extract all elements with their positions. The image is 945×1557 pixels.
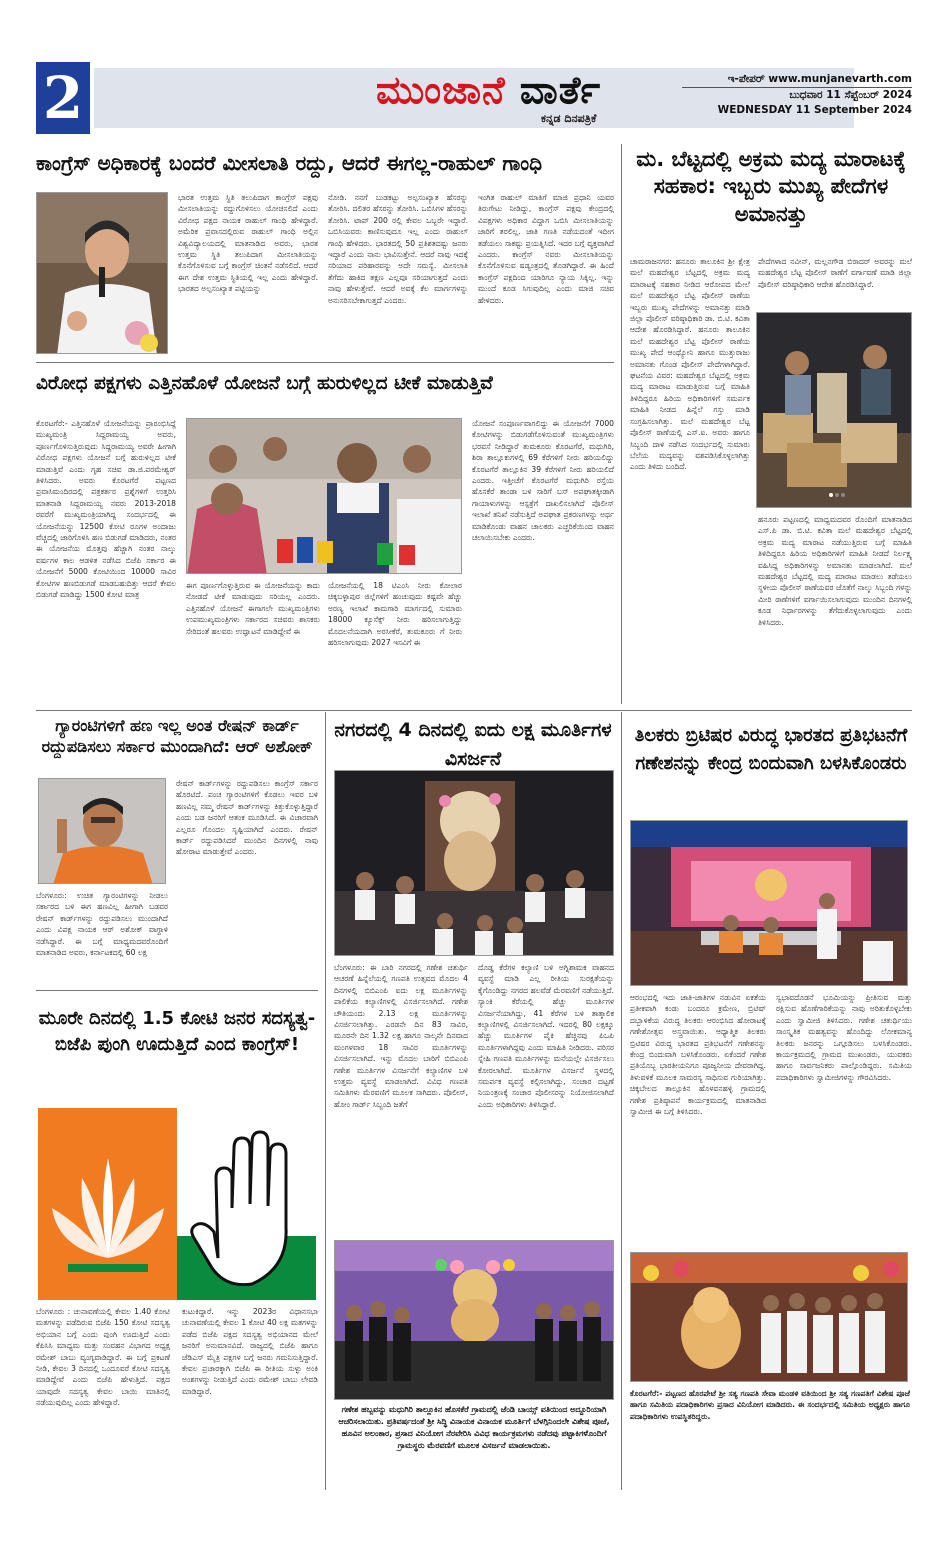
virodha-col-4: ಯೋಜನೆ ಸಂಪೂರ್ಣವಾಗಲಿದ್ದು ಈ ಯೋಜನೆಗೆ 7000 ಕೋಟಿಗಳನ್ನು ಬಿಡುಗಡೆಗೊಳಿಸುವಂತೆ ಮುಖ್ಯಮಂತ್ರಿಗಳು ಭರವಸೆ ನೀಡಿದ್ದಾರೆ ತುಮಕೂರು ಕೊರಟಗೆರೆ, ಮಧುಗಿರಿ, ಶಿರಾ ತಾಲ್ಲೂಕುಗಳಲ್ಲಿ 69 ಕೆರೆಗಳಿಗೆ ನೀರು ಹರಿಯಲಿದ್ದು ಕೊರಟಗೆರೆ ತಾಲ್ಲೂಕಿನ 39 ಕೆರೆಗಳಿಗೆ ನೀರು ಹರಿಯಲಿದೆ ಎಂದರು. ಇತ್ತೀಚೆಗೆ ಕೊರಟಗೆರೆ ಮಧುಗಿರಿ ರಸ್ತೆಯ ಹೊಸಕೆರೆ ತಾಂಡಾ ಬಳಿ ಸಾರಿಗೆ ಬಸ್ ಅಪಘಾತಕ್ಕೀಡಾಗಿ ಗಾಯಾಳುಗಳನ್ನು ಆಸ್ಪತ್ರೆಗೆ ದಾಖಲಿಸಲಾಗಿದೆ ಪೊಲೀಸ್ ಇಲಾಖೆ ತನಿಖೆ ನಡೆಸುತ್ತಿದೆ ಅಪಘಾತ ಪ್ರಕರಣಗಳನ್ನು ಅರ್ಥ ಮಾಡಿಕೊಂಡು ವಾಹನ ಚಾಲಕರು ಎಚ್ಚರಿಕೆಯಿಂದ ವಾಹನ ಚಲಾಯಿಸಬೇಕು ಎಂದರು.	[472, 419, 614, 543]
virodha-col-1: ಕೊರಟಗೆರೆ:- ಎತ್ತಿನಹೊಳೆ ಯೋಜನೆಯನ್ನು ಪ್ರಾರಂಭಿಸಿದ್ದೆ ಮುಖ್ಯಮಂತ್ರಿ ಸಿದ್ದರಾಮಯ್ಯ ಅವರು, ಪೂರ್ಣಗೊಳಿಸುತ್ತಿರುವುದು ಸಿದ್ದರಾಮಯ್ಯ ಅವರೇ ಹೀಗಾಗಿ ವಿರೋಧ ಪಕ್ಷಗಳು ಯೋಜನೆ ಬಗ್ಗೆ ಹುರುಳಿಲ್ಲದ ಟೀಕೆ ಮಾಡುತ್ತಿವೆ ಎಂದು ಗೃಹ ಸಚಿವ ಡಾ.ಜಿ.ಪರಮೇಶ್ವರ್ ತಿಳಿಸಿದರು. ಅವರು ಕೊರಟಗೆರೆ ಪಟ್ಟಣದ ಪ್ರವಾಸಿಮಂದಿರದಲ್ಲಿ ಪತ್ರಕರ್ತರ ಪ್ರಶ್ನೆಗಳಿಗೆ ಉತ್ತರಿಸಿ ಮಾತನಾಡಿ ಸಿದ್ದರಾಮಯ್ಯ ನವರು 2013-2018 ರವರೆಗೆ ಮುಖ್ಯಮಂತ್ರಿಯಾಗಿದ್ದ ಸಂದರ್ಭದಲ್ಲಿ ಈ ಯೋಜನೆಯನ್ನು 12500 ಕೋಟಿ ರೂಗಳ ಅಂದಾಜು ವೆಚ್ಚದಲ್ಲಿ ಜಾರಿಗೊಳಿಸಿ ಹಣ ಬಿಡುಗಡೆ ಮಾಡಿದರು, ನಂತರ ಈ ಯೋಜನೆಯ ಮೊತ್ತವು ಹೆಚ್ಚಾಗಿ ನಂತರ ನಾಲ್ಕು ವರ್ಷಗಳ ಕಾಲ ಆಡಳಿತ ನಡೆಸಿದ ಬಿಜೆಪಿ ಸರ್ಕಾರ ಈ ಯೋಜನೆಗೆ 5000 ಕೋಟಿಯಿಂದ 10000 ಸಾವಿರ ಕೋಟಿಗಳ ಹಣಬಿಡುಗಡೆ ಮಾಡಬಹುದಿತ್ತು ಆದರೆ ಕೇವಲ ಬಿಡುಗಡೆ ಮಾಡಿದ್ದು 1500 ಕೋಟಿ ಮಾತ್ರ	[36, 419, 176, 600]
guarantee-headline: ಗ್ಯಾರಂಟಿಗಳಿಗೆ ಹಣ ಇಲ್ಲ ಅಂತ ರೇಷನ್ ಕಾರ್ಡ್ ರದ್ದುಪಡಿಸಲು ಸರ್ಕಾರ ಮುಂದಾಗಿದೆ: ಆರ್ ಅಶೋಕ್	[41, 716, 313, 756]
virodha-headline: ವಿರೋಧ ಪಕ್ಷಗಳು ಎತ್ತಿನಹೊಳೆ ಯೋಜನೆ ಬಗ್ಗೆ ಹುರುಳಿಲ್ಲದ ಟೀಕೆ ಮಾಡುತ್ತಿವೆ	[36, 373, 493, 394]
title-part-2: ವಾರ್ತೆ	[519, 68, 602, 112]
newspaper-title	[376, 68, 601, 112]
nagara-headline: ನಗರದಲ್ಲಿ 4 ದಿನದಲ್ಲಿ ಐದು ಲಕ್ಷ ಮೂರ್ತಿಗಳ ವಿಸರ್ಜನೆ	[334, 719, 612, 771]
guarantee-col-1: ರೇಷನ್ ಕಾರ್ಡ್‌ಗಳನ್ನು ರದ್ದುಪಡಿಸಲು ಕಾಂಗ್ರೆಸ್ ಸರ್ಕಾರ ಹೊರಟಿದೆ. ಪಂಚ ಗ್ಯಾರಂಟಿಗಳಿಗೆ ಕೊಡಲು ಇವರ ಬಳಿ ಹಣವಿಲ್ಲ ನಮ್ಮ ರೇಷನ್ ಕಾರ್ಡ್‌ಗಳನ್ನು ಕಿತ್ತುಕೊಳ್ಳುತ್ತಿದ್ದಾರೆ ಎಂದು ಬಡ ಜನರಿಗೆ ಆತಂಕ ಮೂಡಿಸಿದೆ. ಈ ವಿಚಾರವಾಗಿ ಎಲ್ಲರೂ ಗೊಂದಲ ಸೃಷ್ಟಿಯಾಗಿದೆ ಎಂದರು. ರೇಷನ್ ಕಾರ್ಡ್ ರದ್ದುಪಡಿಸಿದರೆ ಮುಂದಿನ ದಿನಗಳಲ್ಲಿ ನಾವು ಹೋರಾಟ ಮಾಡುತ್ತೇವೆ ಎಂದರು.	[176, 779, 318, 857]
tilak-event-photo	[630, 820, 908, 986]
rahul-headline: ಕಾಂಗ್ರೆಸ್ ಅಧಿಕಾರಕ್ಕೆ ಬಂದರೆ ಮೀಸಲಾತಿ ರದ್ದು, ಆದರೆ ಈಗಲ್ಲ-ರಾಹುಲ್ ಗಾಂಧಿ	[36, 151, 543, 175]
bettada-col-3: ಹನೂರು ಪಟ್ಟಣದಲ್ಲಿ ಮಾಧ್ಯಮದವರ ರೊಂದಿಗೆ ಮಾತನಾಡಿದ ಎಸ್.ಪಿ ಡಾ. ಬಿ.ಟಿ. ಕವಿತಾ ಮಲೆ ಮಹದೇಶ್ವರ ಬೆಟ್ಟದಲ್ಲಿ ಅಕ್ರಮ ಮದ್ಯ ಮಾರಾಟ ನಡೆಯುತ್ತಿರುವ ಬಗ್ಗೆ ಮಾಹಿತಿ ತಿಳಿದಿದ್ದರೂ ಹಿರಿಯ ಅಧಿಕಾರಿಗಳಿಗೆ ಮಾಹಿತಿ ನೀಡದೆ ನಿರ್ಲಕ್ಷ್ಯ ವಹಿಸಿದ್ದ ಅಧಿಕಾರಿಗಳನ್ನು ಅಮಾನತು ಮಾಡಲಾಗಿದೆ. ಮಲೆ ಮಹದೇಶ್ವರ ಬೆಟ್ಟದಲ್ಲಿ ಮದ್ಯ ಮಾರಾಟ ಮಾಡಲು ತಡೆಯಲು ಸ್ಥಳೀಯ ಪೊಲೀಸ್ ಠಾಣೆಯವರ ಜೊತೆಗೆ ನಾಲ್ಕು ಸಿಬ್ಬಂದಿ ಗಳನ್ನು ಮೀರಿ ಠಾಣೆಗಳಿಗೆ ವರ್ಗಾಯಿಸಲಾಗುವುದು ಮುಂದಿನ ದಿನಗಳಲ್ಲಿ ಕೂಡ ನಿರ್ಧಾರಗಳನ್ನು ತೆಗೆದುಕೊಳ್ಳಲಾಗುವುದು ಎಂದು ತಿಳಿಸಿದರು.	[758, 515, 912, 627]
nagara-col-2: ದೊಡ್ಡ ಕೆರೆಗಳ ಕಲ್ಯಾಣಿ ಬಳಿ ಅಗ್ನಿಶಾಮಕ ವಾಹನದ ವ್ಯವಸ್ಥೆ ಮಾಡಿ ಎಲ್ಲ ರೀತಿಯ ಸುರಕ್ಷತೆಯನ್ನು ಕೈಗೊಂಡಿದ್ದು ನಗರದ ಹಲವೆಡೆ ಮೆರವಣಿಗೆ ನಡೆಯುತ್ತಿದೆ. ಸ್ಯಾಂಕಿ ಕೆರೆಯಲ್ಲಿ ಹೆಚ್ಚು ಮೂರ್ತಿಗಳ ವಿಸರ್ಜನೆಯಾಗಿದ್ದು, 41 ಕೆರೆಗಳ ಬಳಿ ತಾತ್ಕಾಲಿಕ ಕಲ್ಯಾಣಿಗಳಲ್ಲಿ ವಿಸರ್ಜಿಸಲಾಗಿದೆ. ಇದರಲ್ಲಿ 80 ಲಕ್ಷಕ್ಕೂ ಹೆಚ್ಚು ಮೂರ್ತಿಗಳ ಪೈಕಿ ಹೆಚ್ಚಿನವು ಪಿಒಪಿ ಮೂರ್ತಿಗಳಾಗಿದ್ದವು ಎಂದು ಮಾಹಿತಿ ನೀಡಿದರು. ಪರಿಸರ ಸ್ನೇಹಿ ಗಣಪತಿ ಮೂರ್ತಿಗಳನ್ನು ಮನೆಯಲ್ಲೇ ವಿಸರ್ಜಿಸಲು ಕೋರಲಾಗಿದೆ. ಮೂರ್ತಿಗಳ ವಿಸರ್ಜನೆ ಸ್ಥಳದಲ್ಲಿ ಸಮರ್ಪಕ ವ್ಯವಸ್ಥೆ ಕಲ್ಪಿಸಲಾಗಿದ್ದು, ಸಂಚಾರ ದಟ್ಟಣೆ ನಿಯಂತ್ರಣಕ್ಕೆ ಸಂಚಾರ ಪೊಲೀಸರನ್ನು ನಿಯೋಜಿಸಲಾಗಿದೆ ಎಂದು ಅಧಿಕಾರಿಗಳು ತಿಳಿಸಿದ್ದಾರೆ.	[478, 963, 614, 1109]
bjp-headline: ಮೂರೇ ದಿನದಲ್ಲಿ 1.5 ಕೋಟಿ ಜನರ ಸದಸ್ಯತ್ವ-ಬಿಜೆಪಿ ಪುಂಗಿ ಊದುತ್ತಿದೆ ಎಂದ ಕಾಂಗ್ರೆಸ್!	[38, 1008, 316, 1056]
column-rule	[621, 144, 622, 704]
section-rule	[36, 710, 912, 711]
bettada-col-2: ಪೇದೆಗಳಾದ ನವೀನ್, ಮಲ್ಲನಗೌಡ ಬಿರಾದರ್ ಅವರನ್ನು ಮಲೆ ಮಹದೇಶ್ವರ ಬೆಟ್ಟ ಪೊಲೀಸ್ ಠಾಣೆಗೆ ವರ್ಗಾವಣೆ ಮಾಡಿ ಜಿಲ್ಲಾ ಪೊಲೀಸ್ ವರಿಷ್ಠಾಧಿಕಾರಿ ಆದೇಶ ಹೊರಡಿಸಿದ್ದಾರೆ.	[758, 257, 912, 289]
press-meet-photo	[186, 418, 462, 574]
page-number: 2	[36, 62, 90, 134]
virodha-col-3: ಯೋಜನೆಯಲ್ಲಿ 18 ಟಿಎಂಸಿ ನೀರು ಕೋಲಾರ ಚಿಕ್ಕಬಳ್ಳಾಪುರ ಜಿಲ್ಲೆಗಳಿಗೆ ಹಂಚುವುದು ಕಷ್ಟವೇ ಹೆಚ್ಚು ಅರಣ್ಯ ಇಲಾಖೆ ಕಾಮಗಾರಿ ಮಾರ್ಗದಲ್ಲಿ ಸುಮಾರು 18000 ಕ್ಯೂಸೆಕ್ಸ್ ನೀರು ಹರಿಸಲಾಗುತ್ತಿದ್ದು ಮೊದಲನೆಯದಾಗಿ ಅರಸೀಕೆರೆ, ತುಮಕೂರು ಗೆ ನೀರು ಹರಿಸಲಾಗುವುದು 2027 ಇಸವಿಗೆ ಈ	[328, 581, 462, 648]
liquor-seizure-photo	[756, 312, 912, 508]
section-rule	[36, 362, 614, 363]
rahul-col-2: ನೋಡಿ. ನನಗೆ ಬುಡಕಟ್ಟು ಅಲ್ಪಸಂಖ್ಯಾತ ಹೆಸರನ್ನು ತೋರಿಸಿ. ದಲಿತರ ಹೆಸರನ್ನು ತೋರಿಸಿ. ಒಬಿಸಿಗಳ ಹೆಸರನ್ನು ತೋರಿಸಿ. ಟಾಪ್ 200 ರಲ್ಲಿ ಕೇವಲ ಒಬ್ಬರೇ ಇದ್ದಾರೆ. ಒಬಿಸಿಯವರು ಕಾಣಿಸುವುದೂ ಇಲ್ಲ ಎಂದು ರಾಹುಲ್ ಗಾಂಧಿ ಹೇಳಿದರು. ಭಾರತದಲ್ಲಿ 50 ಪ್ರತಿಶತದಷ್ಟು ಜನರು ಇದ್ದಾರೆ ಎಂದು ನಾನು ಭಾವಿಸುತ್ತೇನೆ. ಆದರೆ ನಾವು ಇದಕ್ಕೆ ಸರಿಯಾದ ಪರಿಹಾರವನ್ನು ಅದೇ ಸಮಸ್ಯೆ. ಮೀಸಲಾತಿ ತೆಗೆದು ಹಾಕಿದ ತಕ್ಷಣ ಎಲ್ಲವೂ ಸರಿಯಾಗುತ್ತದೆ ಎಂದು ನಾವು ಹೇಳುತ್ತೇವೆ. ಆದರೆ ಅವಕ್ಕೆ ಕೆಲ ಮಾರ್ಗಗಳನ್ನು ಅನುಸರಿಸಬೇಕಾಗುತ್ತದೆ ಎಂದರು.	[328, 193, 468, 305]
date-english: WEDNESDAY 11 September 2024	[717, 104, 912, 116]
title-part-1: ಮುಂಜಾನೆ	[376, 68, 506, 112]
masthead	[36, 62, 912, 136]
date-kannada: ಬುಧವಾರ 11 ಸೆಪ್ಟೆಂಬರ್ 2024	[789, 89, 912, 101]
newspaper-subtitle: ಕನ್ನಡ ದಿನಪತ್ರಿಕೆ	[541, 112, 597, 125]
guarantee-col-2: ಬೆಂಗಳೂರು: ಉಚಿತ ಗ್ಯಾರಂಟಿಗಳನ್ನು ನೀಡಲು ಸರ್ಕಾರದ ಬಳಿ ಈಗ ಹಣವಿಲ್ಲ ಹೀಗಾಗಿ ಬಡವರ ರೇಷನ್ ಕಾರ್ಡ್‌ಗಳನ್ನು ರದ್ದುಪಡಿಸಲು ಮುಂದಾಗಿದೆ ಎಂದು ವಿಪಕ್ಷ ನಾಯಕ ಆರ್ ಅಶೋಕ್ ವಾಗ್ದಾಳಿ ನಡೆಸಿದ್ದಾರೆ. ಈ ಬಗ್ಗೆ ಮಾಧ್ಯಮದವರೊಂದಿಗೆ ಮಾತನಾಡಿದ ಅವರು, ಕರ್ನಾಟಕದಲ್ಲಿ 60 ಲಕ್ಷ	[36, 891, 168, 958]
ganesha-caption: ಗಣೇಶ ಹಬ್ಬವನ್ನು ಮಧುಗಿರಿ ತಾಲ್ಲೂಕಿನ ಹೊಸಕೆರೆ ಗ್ರಾಮದಲ್ಲಿ ಜೆಂಡಿ ಬಾಯ್ಸ್ ವತಿಯಿಂದ ಅದ್ದೂರಿಯಾಗಿ ಆಚರಿಸಲಾಯಿತು. ಪ್ರತಿವರ್ಷದಂತೆ ಶ್ರೀ ಸಿದ್ಧಿ ವಿನಾಯಕ ವಿನಾಯಕ ಮೂರ್ತಿಗೆ ಬೆಳಗ್ಗಿನಿಂದಲೇ ವಿಶೇಷ ಪೂಜೆ, ಹೂವಿನ ಅಲಂಕಾರ, ಪ್ರಸಾದ ವಿನಿಯೋಗ ನೆರವೇರಿಸಿ ವಿವಿಧ ಕಾರ್ಯಕ್ರಮಗಳು ನಡೆದವು ಪಟ್ಟಾಕಿಗಳೊಂದಿಗೆ ಗ್ರಾಮಸ್ಥರು ಮೆರವಣಿಗೆ ಮೂಲಕ ವಿಸರ್ಜನೆ ಮಾಡಲಾಯಿತು.	[334, 1404, 614, 1488]
website-link[interactable]: ಇ-ಪೇಪರ್ www.munjanevarth.com	[682, 72, 912, 88]
bettada-headline: ಮ. ಬೆಟ್ಟದಲ್ಲಿ ಅಕ್ರಮ ಮದ್ಯ ಮಾರಾಟಕ್ಕೆ ಸಹಕಾರ: ಇಬ್ಬರು ಮುಖ್ಯ ಪೇದೆಗಳ ಅಮಾನತ್ತು	[636, 147, 906, 226]
tilak-col-1: ಆರಂಭದಲ್ಲಿ ಇದು ಜಾತಿ-ಜಾತಿಗಳ ನಡುವಿನ ಏಕತೆಯ ಪ್ರತೀಕವಾಗಿ ಕಂಡು ಬಂದರೂ ಕ್ರಮೇಣ, ಬ್ರಿಟಿಷ್ ದಬ್ಬಾಳಿಕೆಯ ವಿರುದ್ಧ ತಿಲಕರು ಆರಂಭಿಸಿದ ಹೋರಾಟಕ್ಕೆ ಗಣೇಶೋತ್ಸವ ಅಸ್ತ್ರವಾಯಿತು. ಆಧ್ಯಾತ್ಮಿಕ ತಿಲಕರು ಬ್ರಿಟಿಷರ ವಿರುದ್ಧ ಭಾರತದ ಪ್ರತಿಭಟನೆಗೆ ಗಣೇಶನನ್ನು ಕೇಂದ್ರ ಬಿಂದುವಾಗಿ ಬಳಸಿಕೊಂಡರು. ಏಕೆಂದರೆ ಗಣೇಶ ಪ್ರತಿಯೊಬ್ಬ ಭಾರತೀಯನಿಗೂ ಪೂಜ್ಯನೀಯ ದೇವರಾಗಿದ್ದ. ತಿಳುವಳಿಕೆ ಮೂಲಕ ಸಾಮರಸ್ಯ ಸಾಧಿಸುವ ಗುರಿಯಾಗಿತ್ತು. ಚಿಕ್ಕಬೇಲದ ತಾಲ್ಲೂಕಿನ ಹೊಳವನಹಳ್ಳಿ ಗ್ರಾಮದಲ್ಲಿ ಗಣೇಶ ಪ್ರತಿಷ್ಠಾಪನೆ ಕಾರ್ಯಕ್ರಮದಲ್ಲಿ ಮಾತನಾಡಿದ ಸ್ವಾಮೀಜಿ ಈ ಬಗ್ಗೆ ತಿಳಿಸಿದರು.	[630, 993, 766, 1117]
bettada-col-1: ಚಾಮರಾಜನಗರ: ಹನೂರು ತಾಲೂಕಿನ ಶ್ರೀ ಕ್ಷೇತ್ರ ಮಲೆ ಮಹದೇಶ್ವರ ಬೆಟ್ಟದಲ್ಲಿ ಅಕ್ರಮ ಮದ್ಯ ಮಾರಾಟಕ್ಕೆ ಸಹಕಾರ ನೀಡಿದ ಆರೋಪದ ಮೇಲೆ ಮಲೆ ಮಹದೇಶ್ವರ ಬೆಟ್ಟ ಪೊಲೀಸ್ ಠಾಣೆಯ ಇಬ್ಬರು ಮುಖ್ಯ ಪೇದೆಗಳನ್ನು ಅಮಾನತ್ತು ಮಾಡಿ ಜಿಲ್ಲಾ ಪೊಲೀಸ್ ವರಿಷ್ಠಾಧಿಕಾರಿ ಡಾ. ಬಿ.ಟಿ. ಕವಿತಾ ಆದೇಶ ಹೊರಡಿಸಿದ್ದಾರೆ. ಹನೂರು ತಾಲೂಕಿನ ಮಲೆ ಮಹದೇಶ್ವರ ಬೆಟ್ಟ ಪೊಲೀಸ್ ಠಾಣೆಯ ಮುಖ್ಯ ಪೇದೆ ಆಂಥ್ಯೋನಿ ಹಾಗೂ ಮುತ್ತುರಾಜು ಅಮಾನತು ಗೊಂಡ ಪೊಲೀಸ್ ಪೇದೆಗಳಾಗಿದ್ದಾರೆ. ಘಟನೆಯ ವಿವರ: ಮಹದೇಶ್ವರ ಬೆಟ್ಟದಲ್ಲಿ ಅಕ್ರಮ ಮದ್ಯ ಮಾರಾಟ ಮಾಡುತ್ತಿರುವ ಬಗ್ಗೆ ಮಾಹಿತಿ ತಿಳಿದಿದ್ದರೂ ಹಿರಿಯ ಅಧಿಕಾರಿಗಳಿಗೆ ಸಮರ್ಪಕ ಮಾಹಿತಿ ನೀಡದ ಹಿನ್ನೆಲೆ ಗಸ್ತು ಮಾಡಿ ಸಂಗ್ರಹಿಸಲಾಗಿತ್ತು. ಮಲೆ ಮಹದೇಶ್ವರ ಬೆಟ್ಟ ಪೊಲೀಸ್ ಠಾಣೆಯಲ್ಲಿ ಎಸ್.ಐ. ಅವರು ಹಾಗೂ ಸಿಬ್ಬಂದಿ ದಾಳಿ ನಡೆಸಿದ ಸಂದರ್ಭದಲ್ಲಿ ಸುಮಾರು ಬೆಲೆಯ ಮದ್ಯವನ್ನು ವಶಪಡಿಸಿಕೊಳ್ಳಲಾಗಿತ್ತು ಎಂದು ತಿಳಿದು ಬಂದಿದೆ.	[630, 257, 750, 472]
rahul-col-3: ಇಂಗಿತ ರಾಹುಲ್ ಮಾತಿಗೆ ಮಾಜಿ ಪ್ರಧಾನಿ ಯವರ ತಿರುಗೇಟು ನೀಡಿದ್ದು, ಕಾಂಗ್ರೆಸ್ ಪಕ್ಷವು ಕೇಂದ್ರದಲ್ಲಿ ವಿಪಕ್ಷಗಳು ಅಧಿಕಾರ ವಿದ್ದಾಗ ಒಬಿಸಿ ಮೀಸಲಾತಿಯನ್ನು ಜಾರಿಗೆ ತರಲಿಲ್ಲ. ಜಾತಿ ಗಣತಿ ನಡೆಯದಂತೆ ಇದೀಗ ತಡೆಯಲು ಸಾಕಷ್ಟು ಪ್ರಯತ್ನಿಸಿದೆ. ಇದರ ಬಗ್ಗೆ ವ್ಯಕ್ತವಾಗಿದೆ ಎಂದರು. ಕಾಂಗ್ರೆಸ್ ನವರು ಮೀಸಲಾತಿಯನ್ನು ಕೊನೆಗೊಳಿಸುವ ಷಡ್ಯಂತ್ರದಲ್ಲಿ ತೊಡಗಿದ್ದಾರೆ. ಈ ಹಿಂದೆ ಕಾಂಗ್ರೆಸ್ ಪಕ್ಷದಿಂದ ಯಾರಿಗೂ ನ್ಯಾಯ ಸಿಕ್ಕಿಲ್ಲ. ಇನ್ನು ಮುಂದೆ ಕೂಡ ಸಿಗುವುದಿಲ್ಲ ಎಂದು ಮಾಜಿ ಸಚಿವ ಹೇಳಿದರು.	[478, 193, 614, 305]
nagara-col-1: ಬೆಂಗಳೂರು: ಈ ಬಾರಿ ನಗರದಲ್ಲಿ ಗಣೇಶ ಚತುರ್ಥಿ ಆಚರಣೆ ಹಿನ್ನೆಲೆಯಲ್ಲಿ ಗಣಪತಿ ಉತ್ಸವದ ಮೊದಲ 4 ದಿನಗಳಲ್ಲಿ ಬಿಬಿಎಂಪಿ ಐದು ಲಕ್ಷ ಮೂರ್ತಿಗಳನ್ನು ಪಾಲಿಕೆಯ ಕಲ್ಯಾಣಿಗಳಲ್ಲಿ ವಿಸರ್ಜಿಸಲಾಗಿದೆ. ಗಣೇಶ ಚೌತಿಯಂದು 2.13 ಲಕ್ಷ ಮೂರ್ತಿಗಳನ್ನು ವಿಸರ್ಜಿಸಲಾಗಿತ್ತು. ಎರಡನೇ ದಿನ 83 ಸಾವಿರ, ಮೂರನೇ ದಿನ 1.32 ಲಕ್ಷ ಹಾಗೂ ನಾಲ್ಕನೇ ದಿನವಾದ ಮಂಗಳವಾರ 18 ಸಾವಿರ ಮೂರ್ತಿಗಳನ್ನು ವಿಸರ್ಜಿಸಲಾಗಿದೆ. ಇನ್ನು ಮೊದಲ ಬಾರಿಗೆ ಬಿಬಿಎಂಪಿ ಗಣೇಶ ಮೂರ್ತಿಗಳ ವಿಸರ್ಜನೆಗೆ ಕಲ್ಯಾಣಿಗಳ ಬಳಿ ಉತ್ತಮ ವ್ಯವಸ್ಥೆ ಮಾಡಲಾಗಿದೆ. ವಿವಿಧ ಗಣಪತಿ ಸಮಿತಿಗಳು ಮೆರವಣಿಗೆ ಮೂಲಕ ಸಾಗಿದರು. ಪೊಲೀಸ್, ಹೋಂ ಗಾರ್ಡ್ ಸಿಬ್ಬಂದಿ ಜತೆಗೆ	[334, 963, 468, 1109]
section-rule	[36, 990, 318, 991]
ashok-photo	[38, 778, 166, 884]
edition-box	[682, 72, 912, 118]
immersion-crowd-photo	[334, 770, 614, 956]
rahul-col-1: ಭಾರತ ಉತ್ತಮ ಸ್ಥಿತಿ ತಲುಪಿದಾಗ ಕಾಂಗ್ರೆಸ್ ಪಕ್ಷವು ಮೀಸಲಾತಿಯನ್ನು ರದ್ದುಗೊಳಿಸಲು ಯೋಚಿಸಲಿದೆ ಎಂದು ವಿರೋಧ ಪಕ್ಷದ ನಾಯಕ ರಾಹುಲ್ ಗಾಂಧಿ ಹೇಳಿದ್ದಾರೆ. ಅಮೆರಿಕ ಪ್ರವಾಸದಲ್ಲಿರುವ ರಾಹುಲ್ ಗಾಂಧಿ ಅಲ್ಲಿನ ವಿಶ್ವವಿದ್ಯಾಲಯದಲ್ಲಿ ಮಾತನಾಡಿದ ಅವರು, ಭಾರತ ಉತ್ತಮ ಸ್ಥಿತಿ ತಲುಪಿದಾಗ ಮೀಸಲಾತಿಯನ್ನು ಕೊನೆಗೊಳಿಸುವ ಬಗ್ಗೆ ಕಾಂಗ್ರೆಸ್ ಚಿಂತನೆ ನಡೆಸಲಿದೆ. ಆದರೆ ಈಗ ದೇಶ ಉತ್ತಮ ಸ್ಥಿತಿಯಲ್ಲಿ ಇಲ್ಲ ಎಂದು ಹೇಳಿದ್ದಾರೆ. ಭಾರತದ ಅಲ್ಪಸಂಖ್ಯಾತ ಪಟ್ಟಿಯನ್ನು	[178, 193, 318, 294]
bjp-col-1: ಬೆಂಗಳೂರು : ಚುನಾವಣೆಯಲ್ಲಿ ಕೇವಲ 1.40 ಕೋಟಿ ಮತಗಳನ್ನು ಪಡೆದಿರುವ ಬಿಜೆಪಿ 150 ಕೋಟಿ ಸದಸ್ಯತ್ವ ಅಭಿಯಾನ ಬಗ್ಗೆ ಎಂದು ಪುಂಗಿ ಊದುತ್ತಿದೆ ಎಂದು ಕೆಪಿಸಿಸಿ ಮಾಧ್ಯಮ ಮತ್ತು ಸಂವಹನ ವಿಭಾಗದ ಅಧ್ಯಕ್ಷ ರಮೇಶ್ ಬಾಬು ವ್ಯಂಗ್ಯವಾಡಿದ್ದಾರೆ. ಈ ಬಗ್ಗೆ ಪ್ರಕಟಣೆ ನೀಡಿ, ಕೇವಲ 3 ದಿನದಲ್ಲಿ ಒಂದೂವರೆ ಕೋಟಿ ಸದಸ್ಯತ್ವ ಮಾಡಿದ್ದೇವೆ ಎಂದು ಬಿಜೆಪಿ ಹೇಳುತ್ತಿದೆ. ಪಕ್ಷದ ಯಾವುದೇ ಸದಸ್ಯತ್ವ ಕೇವಲ ಬಾಯಿ ಮಾತಿನಲ್ಲಿ ನಡೆಯುವುದಿಲ್ಲ ಎಂದು ಹೇಳಿದ್ದಾರೆ.	[36, 1307, 170, 1408]
satya-ganapati-photo	[630, 1252, 908, 1382]
party-symbols-image	[38, 1108, 316, 1300]
ganesha-group-photo	[334, 1240, 614, 1400]
satya-ganapati-caption: ಕೊರಟಗೆರೆ:- ಪಟ್ಟಣದ ಹೊರಪೇಟೆ ಶ್ರೀ ಸತ್ಯ ಗಣಪತಿ ಸೇವಾ ಮಂಡಳಿ ವತಿಯಿಂದ ಶ್ರೀ ಸತ್ಯ ಗಣಪತಿಗೆ ವಿಶೇಷ ಪೂಜೆ ಹಾಗೂ ಸಮಿತಿಯ ಪದಾಧಿಕಾರಿಗಳು ಪ್ರಸಾದ ವಿನಿಯೋಗ ಮಾಡಿದರು. ಈ ಸಂದರ್ಭದಲ್ಲಿ ಸಮಿತಿಯ ಅಧ್ಯಕ್ಷರು ಹಾಗೂ ಪದಾಧಿಕಾರಿಗಳು ಉಪಸ್ಥಿತರಿದ್ದರು.	[630, 1389, 910, 1421]
column-rule	[621, 712, 622, 1490]
bjp-col-2: ಕುಟುಕಿದ್ದಾರೆ. ಇನ್ನು 2023ರ ವಿಧಾನಸಭಾ ಚುನಾವಣೆಯಲ್ಲಿ ಕೇವಲ 1 ಕೋಟಿ 40 ಲಕ್ಷ ಮತಗಳನ್ನು ಪಡೆದ ಬಿಜೆಪಿ ಪಕ್ಷದ ಸದಸ್ಯತ್ವ ಅಭಿಯಾನದ ಮೇಲೆ ಜನರಿಗೆ ಅನುಮಾನವಿದೆ. ರಾಜ್ಯದಲ್ಲಿ ಬಿಜೆಪಿ ಹಾಗೂ ಜೆಡಿಎಸ್ ಮೈತ್ರಿ ಪಕ್ಷಗಳ ಬಗ್ಗೆ ಜನರು ಗಮನಿಸುತ್ತಿದ್ದಾರೆ. ಕೇವಲ ಪ್ರಚಾರಕ್ಕಾಗಿ ಬಿಜೆಪಿ ಈ ರೀತಿಯ ಸುಳ್ಳು ಅಂಕಿ ಅಂಶಗಳನ್ನು ನೀಡುತ್ತಿದೆ ಎಂದು ರಮೇಶ್ ಬಾಬು ಲೇವಡಿ ಮಾಡಿದ್ದಾರೆ.	[182, 1307, 318, 1396]
tilak-headline: ತಿಲಕರು ಬ್ರಿಟಿಷರ ವಿರುದ್ಧ ಭಾರತದ ಪ್ರತಿಭಟನೆಗೆ ಗಣೇಶನನ್ನು ಕೇಂದ್ರ ಬಿಂದುವಾಗಿ ಬಳಸಿಕೊಂಡರು	[634, 725, 908, 774]
rahul-photo	[36, 192, 168, 354]
virodha-col-2: ಈಗ ಪೂರ್ಣಗೊಳ್ಳುತ್ತಿರುವ ಈ ಯೋಜನೆಯನ್ನು ಕಾದು ನೋಡದೆ ಟೀಕೆ ಮಾಡುವುದು ಸರಿಯಲ್ಲ ಎಂದರು. ಎತ್ತಿನಹೊಳೆ ಯೋಜನೆ ಈಗಾಗಲೇ ಮುಖ್ಯಮಂತ್ರಿಗಳು ಉಪಮುಖ್ಯಮಂತ್ರಿಗಳು ಸರ್ಕಾರದ ಸಚಿವರು ಶಾಸಕರು ಸೇರಿದಂತೆ ಹಲವರು ಉದ್ಘಾಟನೆ ಮಾಡಿದ್ದೇವೆ ಈ	[186, 581, 320, 636]
column-rule	[325, 712, 326, 1490]
tilak-col-2: ಸ್ವಭಾವದೊಡನೆ ಭೂಮಿಯನ್ನು ಪ್ರೀತಿಸುವ ಮತ್ತು ರಕ್ಷಿಸುವ ಹೊಣೆಗಾರಿಕೆಯನ್ನು ನಾವು ಅರಿತುಕೊಳ್ಳಬೇಕು ಎಂದು ಸ್ವಾಮೀಜಿ ತಿಳಿಸಿದರು. ಗಣೇಶ ಚತುರ್ಥಿಯು ಸಾಂಸ್ಕೃತಿಕ ಮಹತ್ವವನ್ನು ಹೊಂದಿದ್ದು ಲೋಕಮಾನ್ಯ ತಿಲಕರು ಜನರನ್ನು ಒಗ್ಗೂಡಿಸಲು ಬಳಸಿಕೊಂಡರು. ಕಾರ್ಯಕ್ರಮದಲ್ಲಿ ಗ್ರಾಮದ ಮುಖಂಡರು, ಯುವಕರು ಹಾಗೂ ಸಾರ್ವಜನಿಕರು ಪಾಲ್ಗೊಂಡಿದ್ದರು. ಸಮಿತಿಯ ಪದಾಧಿಕಾರಿಗಳು ಸ್ವಾಮೀಜಿಗಳನ್ನು ಗೌರವಿಸಿದರು.	[776, 993, 912, 1082]
